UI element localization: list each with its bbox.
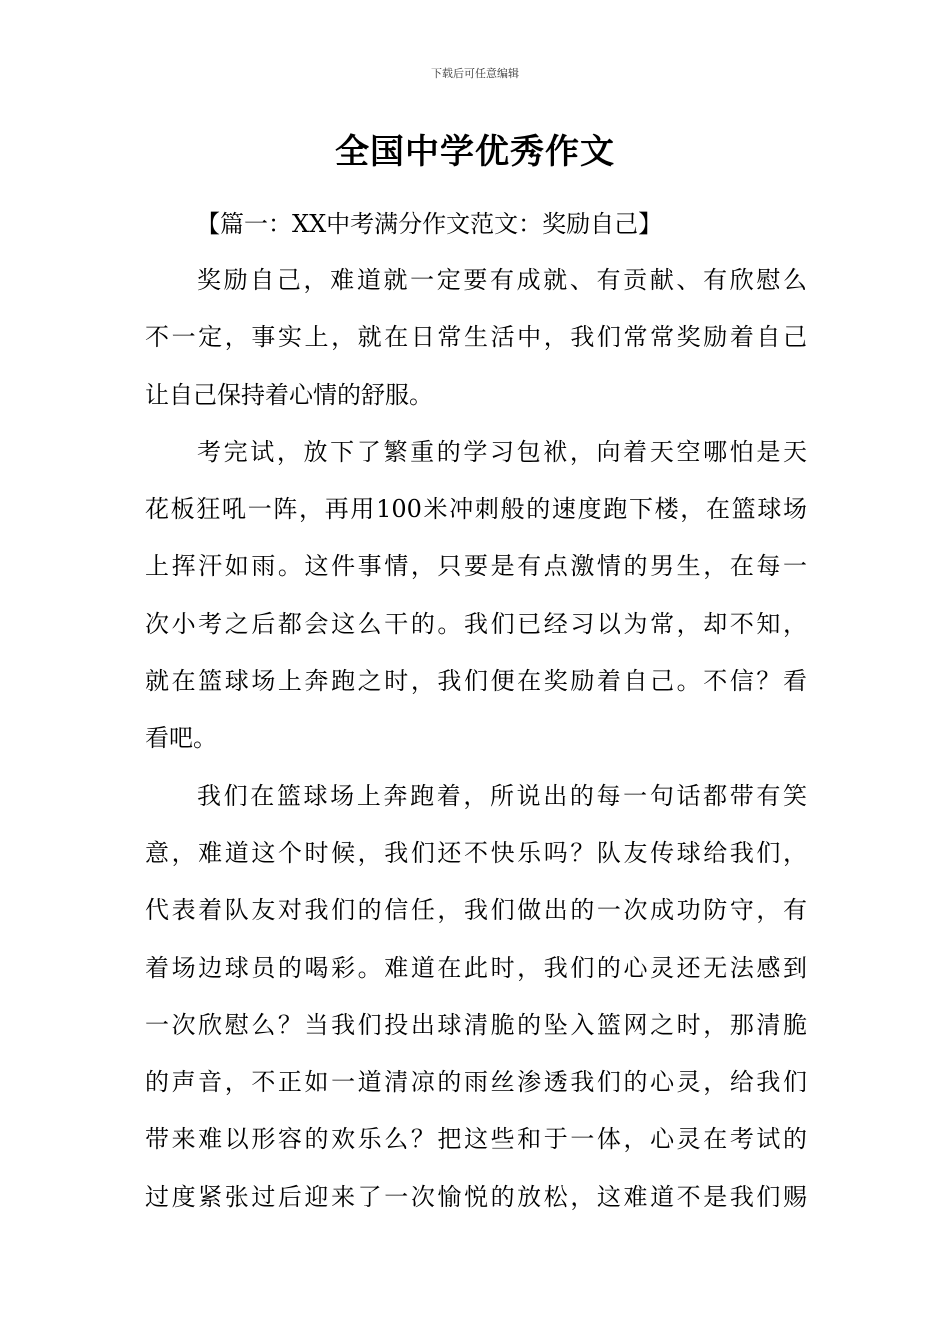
paragraph-2-line-4: 次小考之后都会这么干的。我们已经习以为常，却不知， (145, 609, 807, 638)
paragraph-2-line-1: 考完试，放下了繁重的学习包袱，向着天空哪怕是天 (197, 437, 807, 466)
paragraph-1-line-3: 让自己保持着心情的舒服。 (145, 380, 433, 409)
paragraph-2-line-3: 上挥汗如雨。这件事情，只要是有点激情的男生，在每一 (145, 552, 807, 581)
paragraph-2-line-5: 就在篮球场上奔跑之时，我们便在奖励着自己。不信？看 (145, 667, 807, 696)
paragraph-3-line-6: 的声音，不正如一道清凉的雨丝渗透我们的心灵，给我们 (145, 1068, 807, 1097)
paragraph-3-line-2: 意，难道这个时候，我们还不快乐吗？队友传球给我们， (145, 838, 807, 867)
document-title: 全国中学优秀作文 (335, 132, 615, 172)
paragraph-3-line-4: 着场边球员的喝彩。难道在此时，我们的心灵还无法感到 (145, 953, 807, 982)
paragraph-3-line-1: 我们在篮球场上奔跑着，所说出的每一句话都带有笑 (197, 781, 807, 810)
paragraph-2-line-6: 看吧。 (145, 724, 217, 753)
header-note: 下载后可任意编辑 (431, 67, 519, 80)
paragraph-1-line-1: 奖励自己，难道就一定要有成就、有贡献、有欣慰么 (197, 266, 807, 294)
paragraph-2-line-2: 花板狂吼一阵，再用100米冲刺般的速度跑下楼，在篮球场 (145, 495, 807, 524)
section-heading: 【篇一：XX中考满分作文范文：奖励自己】 (196, 210, 663, 238)
essay-body (145, 252, 807, 1226)
paragraph-3-line-7: 带来难以形容的欢乐么？把这些和于一体，心灵在考试的 (145, 1125, 807, 1154)
paragraph-1-line-2: 不一定，事实上，就在日常生活中，我们常常奖励着自己 (145, 323, 807, 352)
paragraph-3-line-8: 过度紧张过后迎来了一次愉悦的放松，这难道不是我们赐 (145, 1182, 807, 1211)
paragraph-3-line-5: 一次欣慰么？当我们投出球清脆的坠入篮网之时，那清脆 (145, 1010, 807, 1039)
paragraph-3-line-3: 代表着队友对我们的信任，我们做出的一次成功防守，有 (145, 896, 807, 925)
